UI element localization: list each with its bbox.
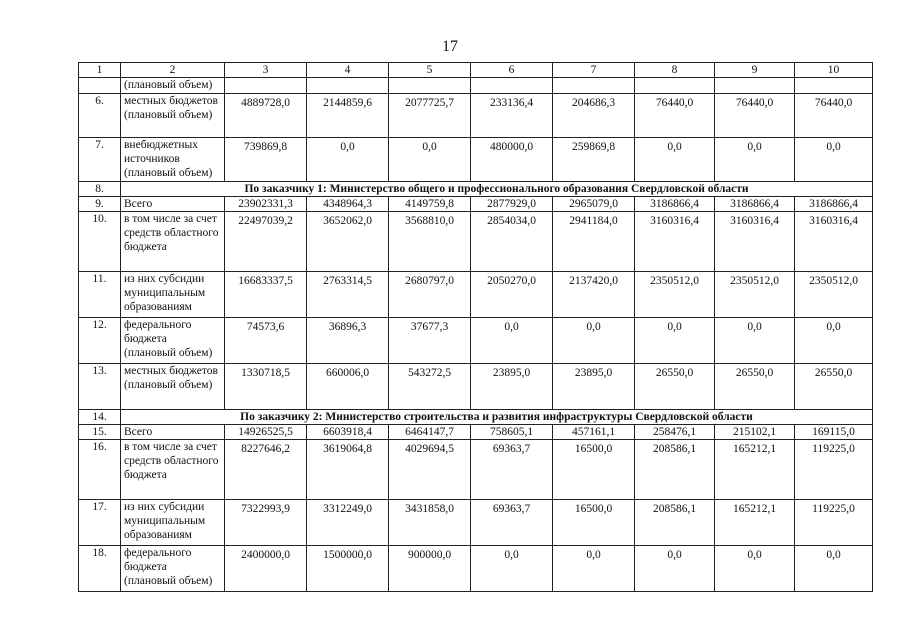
column-number: 7 [553, 63, 635, 78]
value-cell: 3160316,4 [795, 212, 873, 272]
value-cell [307, 78, 389, 94]
value-cell: 16500,0 [553, 500, 635, 546]
value-cell: 16683337,5 [225, 272, 307, 318]
value-cell: 0,0 [715, 546, 795, 592]
value-cell: 3160316,4 [715, 212, 795, 272]
row-label: (плановый объем) [121, 78, 225, 94]
value-cell: 758605,1 [471, 425, 553, 440]
row-number: 10. [79, 212, 121, 272]
value-cell: 76440,0 [715, 94, 795, 138]
value-cell: 16500,0 [553, 440, 635, 500]
value-cell: 165212,1 [715, 500, 795, 546]
table-row [79, 318, 873, 364]
value-cell: 457161,1 [553, 425, 635, 440]
column-number: 5 [389, 63, 471, 78]
row-label: Всего [121, 425, 225, 440]
value-cell: 4889728,0 [225, 94, 307, 138]
value-cell: 165212,1 [715, 440, 795, 500]
table-row [79, 78, 873, 94]
value-cell: 0,0 [307, 138, 389, 182]
value-cell: 0,0 [795, 318, 873, 364]
value-cell [795, 78, 873, 94]
table-row [79, 94, 873, 138]
table-body [79, 63, 873, 592]
value-cell: 660006,0 [307, 364, 389, 410]
value-cell: 0,0 [471, 546, 553, 592]
value-cell: 3312249,0 [307, 500, 389, 546]
value-cell: 14926525,5 [225, 425, 307, 440]
value-cell [635, 78, 715, 94]
value-cell: 3568810,0 [389, 212, 471, 272]
row-label: в том числе за счет средств областного бюджета [121, 212, 225, 272]
table-row [79, 138, 873, 182]
value-cell: 36896,3 [307, 318, 389, 364]
value-cell: 2350512,0 [635, 272, 715, 318]
value-cell: 4348964,3 [307, 197, 389, 212]
row-number: 16. [79, 440, 121, 500]
value-cell: 37677,3 [389, 318, 471, 364]
row-number: 8. [79, 182, 121, 197]
value-cell: 0,0 [389, 138, 471, 182]
section-row [79, 182, 873, 197]
value-cell: 204686,3 [553, 94, 635, 138]
row-number: 18. [79, 546, 121, 592]
table-row [79, 500, 873, 546]
value-cell [225, 78, 307, 94]
value-cell: 3186866,4 [635, 197, 715, 212]
row-label: в том числе за счет средств областного бюджета [121, 440, 225, 500]
value-cell: 6603918,4 [307, 425, 389, 440]
value-cell: 2763314,5 [307, 272, 389, 318]
value-cell: 480000,0 [471, 138, 553, 182]
value-cell: 2400000,0 [225, 546, 307, 592]
table-row [79, 546, 873, 592]
value-cell: 2965079,0 [553, 197, 635, 212]
column-number: 2 [121, 63, 225, 78]
value-cell: 2877929,0 [471, 197, 553, 212]
value-cell: 0,0 [795, 546, 873, 592]
value-cell: 0,0 [715, 138, 795, 182]
column-number: 9 [715, 63, 795, 78]
column-number: 6 [471, 63, 553, 78]
value-cell: 2941184,0 [553, 212, 635, 272]
value-cell: 258476,1 [635, 425, 715, 440]
value-cell: 0,0 [553, 318, 635, 364]
value-cell: 22497039,2 [225, 212, 307, 272]
column-number: 8 [635, 63, 715, 78]
value-cell: 8227646,2 [225, 440, 307, 500]
value-cell: 23902331,3 [225, 197, 307, 212]
row-label: из них субсидии муниципальным образованиям [121, 500, 225, 546]
value-cell: 119225,0 [795, 500, 873, 546]
value-cell: 0,0 [553, 546, 635, 592]
value-cell: 3186866,4 [795, 197, 873, 212]
value-cell: 2350512,0 [795, 272, 873, 318]
value-cell: 0,0 [635, 138, 715, 182]
value-cell: 2137420,0 [553, 272, 635, 318]
table-row [79, 197, 873, 212]
value-cell: 76440,0 [635, 94, 715, 138]
value-cell: 23895,0 [471, 364, 553, 410]
value-cell: 26550,0 [635, 364, 715, 410]
column-number: 10 [795, 63, 873, 78]
value-cell: 169115,0 [795, 425, 873, 440]
value-cell [389, 78, 471, 94]
section-title: По заказчику 1: Министерство общего и профессионального образования Свердловской области [121, 182, 873, 197]
value-cell: 76440,0 [795, 94, 873, 138]
column-number: 3 [225, 63, 307, 78]
value-cell: 0,0 [635, 318, 715, 364]
section-title: По заказчику 2: Министерство строительства и развития инфраструктуры Свердловской области [121, 410, 873, 425]
value-cell: 3431858,0 [389, 500, 471, 546]
row-label: федерального бюджета (плановый объем) [121, 546, 225, 592]
value-cell: 2680797,0 [389, 272, 471, 318]
value-cell: 4029694,5 [389, 440, 471, 500]
row-number: 11. [79, 272, 121, 318]
row-number: 7. [79, 138, 121, 182]
value-cell: 74573,6 [225, 318, 307, 364]
value-cell: 543272,5 [389, 364, 471, 410]
page-number: 17 [442, 38, 458, 55]
row-number: 12. [79, 318, 121, 364]
value-cell: 2077725,7 [389, 94, 471, 138]
value-cell [553, 78, 635, 94]
value-cell: 69363,7 [471, 440, 553, 500]
value-cell: 2350512,0 [715, 272, 795, 318]
value-cell: 1330718,5 [225, 364, 307, 410]
budget-table [78, 62, 873, 592]
value-cell: 26550,0 [715, 364, 795, 410]
row-label: федерального бюджета (плановый объем) [121, 318, 225, 364]
row-number: 17. [79, 500, 121, 546]
value-cell: 0,0 [715, 318, 795, 364]
value-cell: 26550,0 [795, 364, 873, 410]
row-number: 15. [79, 425, 121, 440]
value-cell: 208586,1 [635, 440, 715, 500]
value-cell: 215102,1 [715, 425, 795, 440]
value-cell [471, 78, 553, 94]
value-cell: 3160316,4 [635, 212, 715, 272]
table-row [79, 272, 873, 318]
value-cell: 3619064,8 [307, 440, 389, 500]
table-row [79, 425, 873, 440]
row-label: внебюджетных источников (плановый объем) [121, 138, 225, 182]
value-cell: 0,0 [471, 318, 553, 364]
row-label: Всего [121, 197, 225, 212]
value-cell: 69363,7 [471, 500, 553, 546]
value-cell: 2144859,6 [307, 94, 389, 138]
row-number: 9. [79, 197, 121, 212]
value-cell: 6464147,7 [389, 425, 471, 440]
section-row [79, 410, 873, 425]
row-number [79, 78, 121, 94]
value-cell [715, 78, 795, 94]
row-number: 13. [79, 364, 121, 410]
value-cell: 7322993,9 [225, 500, 307, 546]
value-cell: 739869,8 [225, 138, 307, 182]
value-cell: 0,0 [795, 138, 873, 182]
value-cell: 2854034,0 [471, 212, 553, 272]
column-number: 1 [79, 63, 121, 78]
value-cell: 208586,1 [635, 500, 715, 546]
value-cell: 3186866,4 [715, 197, 795, 212]
value-cell: 119225,0 [795, 440, 873, 500]
row-label: из них субсидии муниципальным образованиям [121, 272, 225, 318]
value-cell: 259869,8 [553, 138, 635, 182]
row-label: местных бюджетов (плановый объем) [121, 364, 225, 410]
value-cell: 3652062,0 [307, 212, 389, 272]
value-cell: 4149759,8 [389, 197, 471, 212]
row-number: 6. [79, 94, 121, 138]
value-cell: 1500000,0 [307, 546, 389, 592]
value-cell: 0,0 [635, 546, 715, 592]
row-label: местных бюджетов (плановый объем) [121, 94, 225, 138]
value-cell: 2050270,0 [471, 272, 553, 318]
column-number: 4 [307, 63, 389, 78]
value-cell: 900000,0 [389, 546, 471, 592]
row-number: 14. [79, 410, 121, 425]
table-row [79, 212, 873, 272]
value-cell: 233136,4 [471, 94, 553, 138]
column-number-row [79, 63, 873, 78]
table-row [79, 440, 873, 500]
value-cell: 23895,0 [553, 364, 635, 410]
table-row [79, 364, 873, 410]
